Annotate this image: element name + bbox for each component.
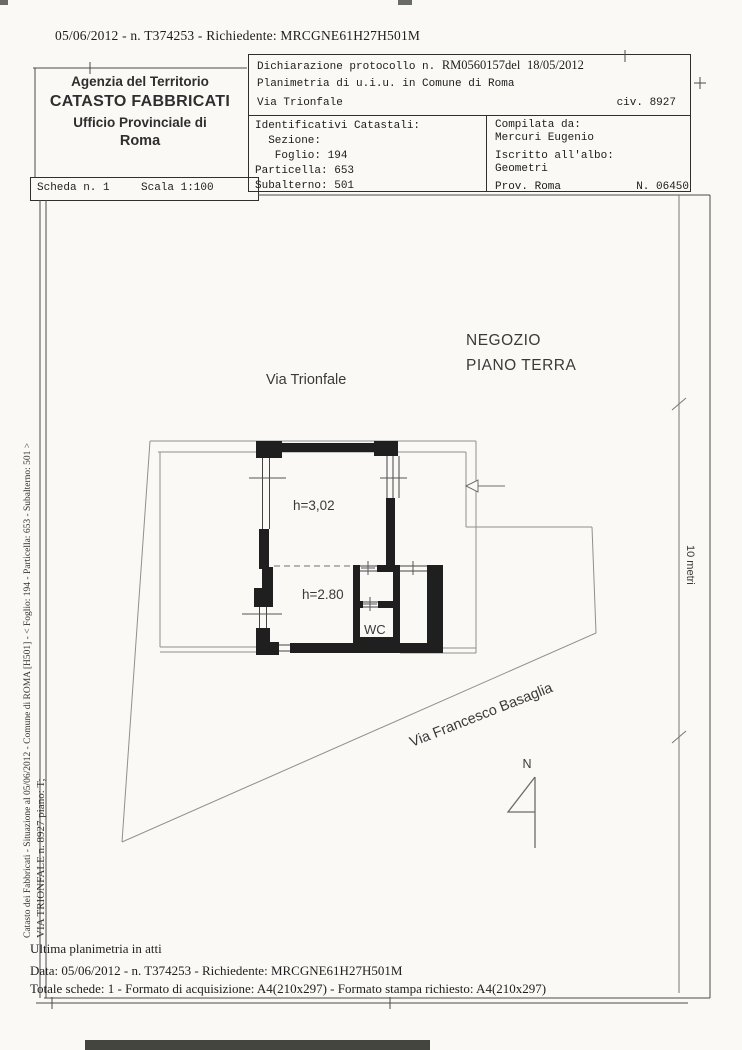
agency-city: Roma: [119, 133, 161, 149]
zone-label-line1: NEGOZIO: [466, 332, 541, 349]
room-height-2: h=2.80: [302, 587, 344, 602]
sheet-number: Scheda n. 1: [37, 182, 110, 194]
compiler-number: N. 06450: [636, 181, 689, 193]
agency-name: Agenzia del Territorio: [71, 74, 209, 89]
cadastral-particella: Particella: 653: [255, 165, 355, 177]
dimension-line: [672, 195, 686, 993]
entrance-arrow-icon: [466, 480, 505, 492]
zone-label-line2: PIANO TERRA: [466, 357, 577, 374]
protocol-label: Dichiarazione protocollo n.: [257, 61, 436, 73]
cadastral-subalterno: Subalterno: 501: [255, 180, 355, 192]
dimension-label: 10 metri: [684, 545, 696, 585]
street-diagonal-label: Via Francesco Basaglia: [407, 680, 555, 751]
protocol-date: 18/05/2012: [526, 58, 584, 72]
planimetria-row: Planimetria di u.i.u. in Comune di Roma: [257, 78, 515, 90]
compiler-title: Compilata da:: [495, 119, 581, 131]
sheet-scale: Scala 1:100: [141, 182, 214, 194]
building-walls: [254, 441, 443, 655]
compiler-name: Mercuri Eugenio: [495, 131, 595, 144]
window-lines: [260, 456, 428, 651]
page-frame: [33, 50, 710, 1009]
compiler-albo-label: Iscritto all'albo:: [495, 150, 614, 162]
room-height-1: h=3,02: [293, 498, 335, 513]
north-compass-icon: [508, 777, 535, 848]
footer-totale: Totale schede: 1 - Formato di acquisizione: A4(210x297) - Formato stampa richiesto: A4(210x297): [30, 981, 547, 996]
compiler-albo: Geometri: [495, 162, 548, 175]
cadastral-foglio: Foglio: 194: [255, 150, 348, 162]
cadastral-sezione: Sezione:: [255, 135, 322, 147]
compiler-prov: Prov. Roma: [495, 181, 562, 193]
street-top-label: Via Trionfale: [266, 372, 347, 388]
agency-office: Ufficio Provinciale di: [73, 115, 207, 130]
wc-label: WC: [364, 622, 386, 637]
cadastral-title: Identificativi Catastali:: [255, 120, 421, 132]
protocol-value: RM0560157del: [441, 58, 521, 72]
footer-ultima: Ultima planimetria in atti: [30, 941, 162, 956]
request-header: 05/06/2012 - n. T374253 - Richiedente: MRCGNE61H27H501M: [55, 28, 421, 43]
north-label: N: [522, 757, 532, 771]
footer-data: Data: 05/06/2012 - n. T374253 - Richiedente: MRCGNE61H27H501M: [30, 963, 403, 978]
sidebar-reference-line1: Catasto dei Fabbricati - Situazione al 05/06/2012 - Comune di ROMA [H501] - < Foglio: 194 - Particella: 653 - Subalterno: 501 >: [23, 442, 33, 938]
street-row: Via Trionfale: [257, 97, 343, 109]
civic-number: civ. 8927: [616, 97, 676, 109]
sidebar-reference-line2: VIA TRIONFALE n. 8927 piano: T;: [35, 778, 47, 938]
agency-catasto: CATASTO FABBRICATI: [49, 93, 231, 110]
